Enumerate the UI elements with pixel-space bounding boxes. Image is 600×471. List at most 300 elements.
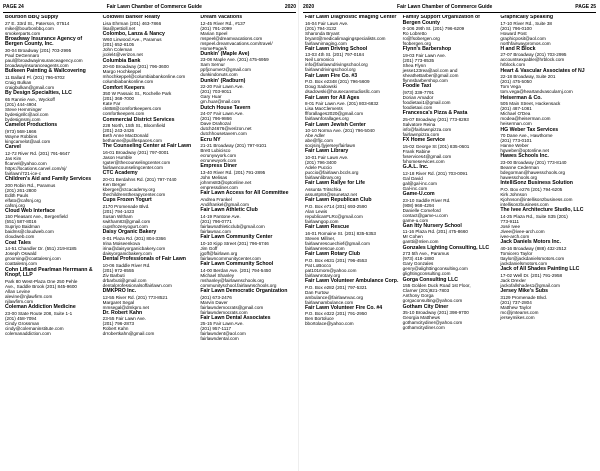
business-detail: 65 Rannie Ave., Wyckoff	[5, 96, 55, 102]
business-detail: bethanne@pulifespaces.com	[102, 138, 162, 144]
business-detail: https://locations.carvel.com/nj/	[5, 165, 67, 171]
directory-entry	[500, 267, 594, 288]
directory-entry	[103, 311, 197, 337]
business-detail: hrblock.com	[500, 62, 526, 68]
business-detail: irina@daisyorganicbakery.com	[102, 245, 166, 251]
business-detail: Dave Drahozal	[200, 121, 231, 127]
business-name: Fair Lawn Fire Co. #3	[305, 72, 358, 79]
business-detail: fairlawnrescue.com	[305, 245, 345, 251]
business-detail: fairlawncounselingcenter.com	[102, 165, 163, 171]
business-name: Jersey Mike's Subs	[500, 287, 549, 294]
business-name: Bulkeen Painting & Wallcovering	[5, 68, 86, 75]
directory-entry	[200, 164, 294, 190]
page-number: PAGE 24	[3, 4, 24, 10]
business-detail: Brett Lubicisco	[200, 148, 231, 154]
directory-entry	[500, 96, 594, 127]
business-detail: (201) 673-2476	[200, 294, 232, 300]
directory-entry	[403, 138, 497, 164]
business-detail: grooming@coattalesnj.com	[5, 256, 61, 262]
directory-entry	[200, 52, 294, 78]
business-detail: 14-00 Berdan Ave. (201) 794-5450	[200, 267, 272, 273]
business-name: FX Home Service	[402, 137, 446, 144]
business-detail: 19-03 Fair Lawn Ave.	[402, 53, 446, 59]
business-detail: Marian Speel	[200, 30, 228, 36]
business-detail: Lisa Ehrman (201) 463-7866	[102, 20, 162, 26]
business-detail: fairlawnforallages.org	[305, 116, 349, 122]
business-detail: 13-03 4th St. (201) 797-0184	[305, 52, 364, 58]
business-detail: bbortolace@yahoo.com	[305, 321, 354, 327]
business-detail: 12-45 River Rd., #137	[200, 20, 246, 26]
business-name: Heart & Vascular Associates of NJ	[500, 67, 585, 74]
directory-entry	[5, 268, 99, 304]
business-detail: mmsegal@dmkpro.net	[102, 304, 149, 310]
business-name: Dunkin' (Maple Ave)	[200, 50, 250, 57]
business-detail: gal@gal-inc.com	[402, 180, 437, 186]
directory-entry	[305, 279, 399, 305]
business-detail: jerseymikes.com	[500, 314, 535, 320]
business-name: H and R Block	[500, 45, 536, 52]
business-detail: 12-18 River Rd. (201) 703-0091	[402, 170, 468, 176]
business-detail: 25-07 Broadway (201) 773-8293	[402, 116, 469, 122]
directory-entry	[500, 240, 594, 266]
business-detail: fairlawngop.com	[305, 218, 339, 224]
business-detail: Margaret Segal	[102, 299, 135, 305]
business-detail: empressdiner.com	[200, 185, 238, 191]
business-detail: Allan Levine	[5, 288, 31, 294]
directory-entry	[103, 118, 197, 144]
business-detail: 14-19 Pantone Ave.	[200, 213, 241, 219]
business-detail: 17-02 Well Dr. (201) 791-2958	[500, 272, 563, 278]
business-detail: flforallages2020@gmail.com	[305, 111, 364, 117]
business-detail: bydesignsmj.com	[5, 116, 41, 122]
business-detail: 17-10 River Rd., Suite 38	[500, 20, 552, 26]
business-detail: Lisa MacClements	[305, 106, 343, 112]
business-detail: 228 North, 15th St., Bloomfield	[102, 123, 166, 129]
page-header	[3, 4, 296, 13]
business-name: Foodie Taxi	[402, 83, 432, 90]
business-detail: fairlawndent@aol.com	[200, 331, 246, 337]
business-detail: Joseph Oswald	[5, 251, 37, 257]
business-detail: fairlawnathleticclub@gmail.com	[200, 223, 265, 229]
business-detail: (201) 703-9011	[200, 89, 232, 95]
business-name: Fair Lawn Jewish Center	[305, 121, 366, 128]
directory-entry	[103, 171, 197, 197]
business-detail: (201) 773-0101	[500, 138, 532, 144]
guide-year: 2020	[284, 4, 296, 10]
business-detail: fairlawnimaging.com	[305, 40, 347, 46]
business-detail: Gary Gonzales	[402, 261, 434, 267]
business-detail: 11-16 Plaza Rd. (201) 475-8660	[402, 229, 468, 235]
business-detail: dentalprofessionalsoffairlawn.com	[102, 282, 172, 288]
business-detail: Ken Berger	[102, 181, 126, 187]
business-detail: Steven Millner,	[305, 235, 336, 241]
directory-entry	[500, 69, 594, 95]
business-detail: P.O. Box e631 (201) 796-4553	[305, 257, 367, 263]
business-detail: P.O. Box e322 (201) 791-2950	[305, 311, 367, 317]
business-name: Fair Lawn Athletic Club	[200, 207, 258, 214]
business-detail: Paul DeGennaro	[5, 53, 40, 59]
business-name: Flynn's Barbershop	[402, 46, 452, 53]
business-detail: mc@jmteams.com	[500, 309, 539, 315]
business-detail: 10-01 Fair Lawn Ave.	[305, 155, 349, 161]
directory-entry	[305, 252, 399, 278]
business-detail: cindy@colemaninstitute.com	[5, 325, 64, 331]
business-name: Ecru NY	[200, 136, 221, 143]
business-detail: 40-16 Broadway (888) 432-2512	[500, 245, 567, 251]
business-detail: smokerparts.com	[5, 30, 41, 36]
business-detail: 23-55 Fair Lawn Ave.	[102, 316, 146, 322]
business-detail: 22-20 Fair Lawn Ave.	[200, 84, 244, 90]
business-detail: 14-51 Chandler Dr. (551) 219-8185	[5, 246, 77, 252]
directory-column	[401, 15, 499, 467]
directory-entry	[103, 32, 197, 58]
business-detail: rguter@thecounselingcenter.com	[102, 160, 171, 166]
directory-entry	[200, 289, 294, 315]
business-detail: (201) 368-7000	[102, 96, 135, 102]
directory-entry	[500, 15, 594, 46]
business-detail: Mr Cohen	[402, 234, 423, 240]
business-name: Jack of All Shades Painting LLC	[500, 266, 580, 273]
business-detail: 25-15 Fair Lawn Ave.	[200, 321, 244, 327]
directory-entry	[103, 59, 197, 85]
business-detail: fairlawnrescuechief@gmail.com	[305, 240, 370, 246]
business-name: Fair Lawn Volunteer Ambulance Corp.	[305, 277, 399, 284]
business-detail: Irina Moiseenkova	[102, 240, 140, 246]
directory-entry	[305, 225, 399, 251]
business-detail: Craig Bulkan	[5, 79, 32, 85]
directory-column	[3, 15, 101, 467]
business-detail: John Coleman	[102, 47, 133, 53]
business-detail: daisyorganicbakery.com	[102, 250, 152, 256]
business-detail: jcolel4@verizon.net	[102, 52, 143, 58]
business-detail: hawesschools.org	[500, 175, 538, 181]
business-detail: 10-06 Saddle River Rd.	[102, 262, 151, 268]
business-detail: (201) 796-0100	[500, 25, 532, 31]
business-name: Family Support Organization of Bergen County	[402, 15, 480, 26]
business-detail: fairlawnrotary.org	[305, 272, 341, 278]
business-detail: 200 Robin Rd., Paramus	[5, 182, 56, 188]
directory-entry	[5, 69, 99, 90]
business-detail: ttaylor@jackdanielsmotors.com	[500, 255, 565, 261]
business-detail: ro@fsobergen.org	[402, 36, 440, 42]
business-detail: columbiabankonline.com	[102, 79, 154, 85]
business-detail: 27 E. 33rd St., Paterson, 07514	[5, 20, 70, 26]
business-name: Coleman Addiction Medicine	[5, 304, 76, 311]
business-detail: coattalesnj.com	[5, 261, 37, 267]
business-detail: (201) 773-8535	[402, 58, 435, 64]
business-name: Cups Frozen Yogurt	[102, 197, 152, 204]
directory-entry	[305, 15, 399, 46]
business-name: Fair Lawn for All Ages	[305, 94, 360, 101]
business-detail: Neil Lomonico	[305, 57, 335, 63]
business-detail: Jason Humble	[102, 155, 133, 161]
business-detail: genry@alighttingconsulting.com	[402, 266, 468, 272]
business-name: Fair Lawn Library	[305, 148, 349, 155]
business-detail: (973) 568-1666	[5, 128, 37, 134]
business-detail: (201) 475-5050	[500, 79, 532, 85]
directory-entry	[200, 316, 294, 342]
business-detail: (201) 796-2873	[102, 321, 135, 327]
business-name: Dunkin' (Radburn)	[200, 77, 246, 84]
business-detail: fairlawndemocrats@gmail.com	[200, 304, 264, 310]
business-detail: 70 Dane Ave., Hawthorne	[500, 133, 553, 139]
business-detail: Michael O'Dea	[500, 111, 531, 117]
business-detail: Margo Hochkeppel	[102, 69, 142, 75]
business-detail: jackdanielsmotors.com	[500, 260, 548, 266]
business-detail: 12-55 River Rd. (201) 773-8521	[102, 294, 168, 300]
directory-entry	[403, 15, 497, 46]
business-detail: (908) 968-4294	[402, 202, 435, 208]
business-detail: cupsfrozenyogurt.com	[102, 223, 148, 229]
business-detail: flcarvel@yahoo.com	[5, 160, 47, 166]
business-name: Graphically Speaking	[500, 15, 554, 20]
business-detail: Shea Flynn	[402, 63, 426, 69]
directory-entry	[200, 15, 294, 51]
business-detail: (201) 796-0771	[200, 218, 232, 224]
business-name: Dental Professionals of Fair Lawn	[102, 256, 186, 263]
business-detail: 30-04 Broadway (201) 703-2995	[5, 48, 72, 54]
business-detail: assuntp84@ssunetaz.net	[305, 191, 357, 197]
business-detail: fairlawn/721-ice-c	[5, 170, 41, 176]
business-detail: Tom Vega	[500, 84, 521, 90]
business-detail: Robert Kahn	[102, 326, 129, 332]
business-detail: fxservices4@gmail.com	[402, 153, 452, 159]
business-detail: fairlawndental.com	[200, 336, 239, 342]
business-name: Daisy Organic Bakery	[102, 229, 157, 236]
business-detail: Supriyo Baidman	[5, 224, 40, 230]
business-detail: 16-01 Broadway (201) 797-0001	[102, 150, 169, 156]
business-detail: 155 Golden Duck Road 1st Floor,	[402, 283, 471, 289]
business-detail: Andrea Frankel	[200, 196, 232, 202]
directory-column	[198, 15, 296, 467]
business-name: Fair Lawn Democratic Organization	[200, 287, 288, 294]
business-detail: 273 5th Ave., Paramus	[402, 251, 450, 257]
directory-entry	[5, 91, 99, 122]
business-detail: Gal-inc.com	[402, 185, 428, 191]
business-name: Game-U.com	[402, 190, 435, 197]
business-name: Fair Lawn Rallye for Life	[305, 180, 365, 187]
business-detail: 16-01 Romaine St. (201) 835-5353	[305, 230, 376, 236]
directory-entry	[5, 305, 99, 336]
business-detail: fairlawndemocrats.com	[200, 309, 248, 315]
business-detail: dutchhousetavern.com	[200, 131, 247, 137]
business-detail: tom.vega@heartandvascularnj.com	[500, 89, 573, 95]
guide-title: Fair Lawn Chamber of Commerce Guide	[397, 4, 493, 10]
business-detail: fsobergen.org	[402, 41, 432, 47]
page-gutter	[298, 0, 299, 471]
business-detail: Susan Witham	[102, 213, 133, 219]
directory-entry	[5, 15, 99, 36]
business-detail: (201) 796-9866	[200, 116, 232, 122]
business-detail: paul@broadwayinsuranceagency.com	[5, 58, 83, 64]
business-detail: (201) 243-2426	[102, 128, 135, 134]
business-detail: ambulance@fairlawnvac.org	[305, 294, 364, 300]
directory-entry	[403, 278, 497, 304]
business-name: Fair Lawn Access for All Committee	[200, 190, 289, 197]
business-detail: Anthony Gorga	[402, 293, 434, 299]
directory-entry	[103, 15, 197, 31]
business-detail: dsadowski@housecanstudiosllc.com	[305, 89, 380, 95]
business-detail: ck858@comfortkeepers.com	[102, 106, 162, 112]
page-header	[303, 4, 596, 13]
directory-entry	[103, 289, 197, 310]
business-detail: Dorian Amador	[402, 94, 434, 100]
business-name: Dream Vacations	[200, 15, 243, 20]
business-detail: 16-04 Fair Lawn Ave.	[305, 20, 349, 26]
directory-entry	[500, 154, 594, 180]
business-detail: bydesignllc@aol.com	[5, 111, 49, 117]
business-detail: glightingconsulting.com	[402, 271, 451, 277]
business-detail: fairlawnlibrary.org	[305, 175, 341, 181]
business-name: Fair Lawn Republican Club	[305, 197, 372, 204]
directory-entry	[305, 306, 399, 327]
business-name: Carvel	[5, 144, 21, 151]
business-detail: 2170 Promenade Blvd.	[102, 203, 150, 209]
business-detail: José Ivee	[500, 223, 521, 229]
directory-entry	[5, 145, 99, 176]
business-detail: 773-9111	[500, 218, 520, 224]
business-detail: mike@bourbonbbq.com	[5, 25, 54, 31]
directory-entry	[500, 47, 594, 68]
business-detail: Jas Kim	[5, 155, 22, 161]
business-name: Gan Itty Nursery School	[402, 222, 462, 229]
business-detail: gantti@mlen.com	[402, 239, 439, 245]
business-detail: johnms83@optonline.net	[200, 180, 252, 186]
directory-entry	[305, 149, 399, 180]
business-detail: P.O. Box e276 (201) 794-6205	[500, 186, 563, 192]
business-detail: 0-106 29th St. (201) 796-6209	[402, 26, 465, 32]
business-detail: hgweber@optonline.net	[500, 148, 549, 154]
business-name: Coldwell Banker Realty	[102, 15, 161, 20]
business-detail: Wayne Robbins	[5, 133, 38, 139]
business-detail: Georgia Matthews	[402, 315, 440, 321]
directory-entry	[5, 177, 99, 208]
business-detail: broadwayinsuranceagents.com	[5, 63, 69, 69]
business-detail: Frank Rabine	[402, 148, 431, 154]
business-detail: Pat LoBocco	[305, 262, 332, 268]
directory-entry	[5, 241, 99, 267]
business-detail: Ro Lobretto	[402, 31, 427, 37]
directory-entry	[305, 74, 399, 95]
business-detail: (551) 587-8016	[5, 219, 37, 225]
guide-title: Fair Lawn Chamber of Commerce Guide	[106, 4, 202, 10]
business-name: Fair Lawn Driving School	[305, 45, 368, 52]
business-detail: Ben Bortoluce	[305, 316, 334, 322]
business-detail: fairlawnac.com	[200, 228, 231, 234]
page-number: PAGE 25	[575, 4, 596, 10]
directory-entry	[403, 165, 497, 191]
business-detail: kingcamelot@aol.com	[5, 138, 51, 144]
business-detail: cafsnj.org	[5, 202, 25, 208]
business-detail: dutch24676@verizon.net	[200, 126, 252, 132]
business-detail: W60 Linwood Ave., Paramus	[102, 37, 162, 43]
directory-entry	[200, 208, 294, 234]
business-detail: P.O. Box e714 (201) 693-2590	[305, 203, 367, 209]
business-detail: (201) 458-7094	[5, 315, 37, 321]
business-detail: Danielle Comeford	[402, 207, 441, 213]
directory-columns	[303, 15, 596, 467]
business-detail: Doug Sadowski	[305, 84, 337, 90]
business-detail: Jack Drexler	[500, 277, 526, 283]
directory-column	[303, 15, 401, 467]
business-detail: 505 Main Street, Hackensack	[500, 101, 561, 107]
business-detail: Adele Puccio	[305, 165, 332, 171]
business-detail: Beth Anne MacDonald	[102, 133, 149, 139]
business-name: Gonzales Lighting Consulting, LLC	[402, 244, 490, 251]
business-detail: Clarner (201)921-7803	[402, 288, 450, 294]
business-name: Hawes Schools Inc.	[500, 153, 549, 160]
business-detail: Sam Sernur	[200, 62, 225, 68]
business-name: Dr. Robert Kahn	[102, 309, 143, 316]
business-detail: P.O. Box e2348 (201) 796-5609	[305, 79, 370, 85]
business-detail: lisa@pettioll.net	[102, 25, 136, 31]
business-detail: ivee-arch.com	[500, 233, 530, 239]
directory-entry	[305, 96, 399, 122]
business-detail: 20-01 Berdahns Rd. (201) 797-7440	[102, 176, 177, 182]
business-detail: accountsexpable@hrblock.com	[500, 57, 565, 63]
business-detail: (973) 418-1880	[402, 256, 435, 262]
business-detail: cloudweb.com	[5, 234, 35, 240]
directory-entry	[5, 37, 99, 68]
business-detail: (201) 794-3132	[305, 25, 337, 31]
business-detail: Salvatore Reina	[402, 121, 436, 127]
business-detail: ppfjcnumerz@gmail.com	[200, 67, 251, 73]
business-detail: colemanaddiction.com	[5, 330, 51, 336]
business-detail: intellisonzbusiness.com	[500, 201, 549, 207]
directory-entry	[200, 191, 294, 207]
business-detail: drbarbuti@gmail.com	[102, 277, 147, 283]
business-name: Coat Tales	[5, 239, 31, 246]
business-detail: (201) 791-2099	[200, 25, 232, 31]
business-detail: comfortkeepers.com	[102, 111, 145, 117]
business-detail: mhochkeppel@columbiabankonline.com	[102, 74, 186, 80]
directory-entry	[403, 47, 497, 83]
business-detail: 23-08 Maple Ave. (201) 475-6959	[200, 57, 269, 63]
directory-entry	[403, 111, 497, 137]
business-detail: (201) 652-8105	[102, 42, 135, 48]
directory-entry	[305, 198, 399, 224]
business-detail: gothamcitydiner@yahoo.com	[402, 320, 463, 326]
directory-entry	[403, 192, 497, 223]
business-detail: 12-72 River Rd. (201) 791-6647	[5, 150, 70, 156]
business-detail: foodietaxi1@gmail.com	[402, 99, 451, 105]
business-name: Fair Lawn Community School	[200, 261, 274, 268]
business-detail: fairlawndrivingschool.org	[305, 67, 356, 73]
business-name: Empress Diner	[200, 163, 237, 170]
business-detail: 24-07 Fair Lawn Ave.	[200, 111, 244, 117]
business-detail: flynnsbarbershop.com	[402, 78, 448, 84]
business-detail: (973) 339-7791	[402, 89, 435, 95]
guide-year: 2020	[303, 4, 315, 10]
business-detail: 10-10 Norma Ave. (201) 796-5040	[305, 128, 375, 134]
business-name: Fair Lawn Dental Associates	[200, 314, 271, 321]
business-detail: fairlawnpizza.com	[402, 131, 440, 137]
business-name: The Ivee Architecture Studio, LLC	[500, 207, 584, 214]
business-name: Gorga Consulting LLC	[402, 276, 458, 283]
business-detail: Edith Pauls	[5, 192, 29, 198]
directory-entry	[500, 208, 594, 239]
business-detail: thechildrenstherapycenter.com	[102, 191, 166, 197]
business-detail: Kate Far	[102, 101, 121, 107]
business-detail: Abe Adler	[305, 133, 325, 139]
business-detail: dunkindonuts.com	[200, 72, 238, 78]
business-detail: elfato@cafsnj.org	[5, 197, 41, 203]
business-detail: contact@game-u.com	[402, 212, 448, 218]
business-detail: ecrunewyork.com	[200, 158, 237, 164]
directory-entry	[5, 123, 99, 144]
business-detail: 23-00 Broadway (201) 773-8140	[500, 160, 567, 166]
business-detail: (201) 444-4904	[5, 101, 37, 107]
